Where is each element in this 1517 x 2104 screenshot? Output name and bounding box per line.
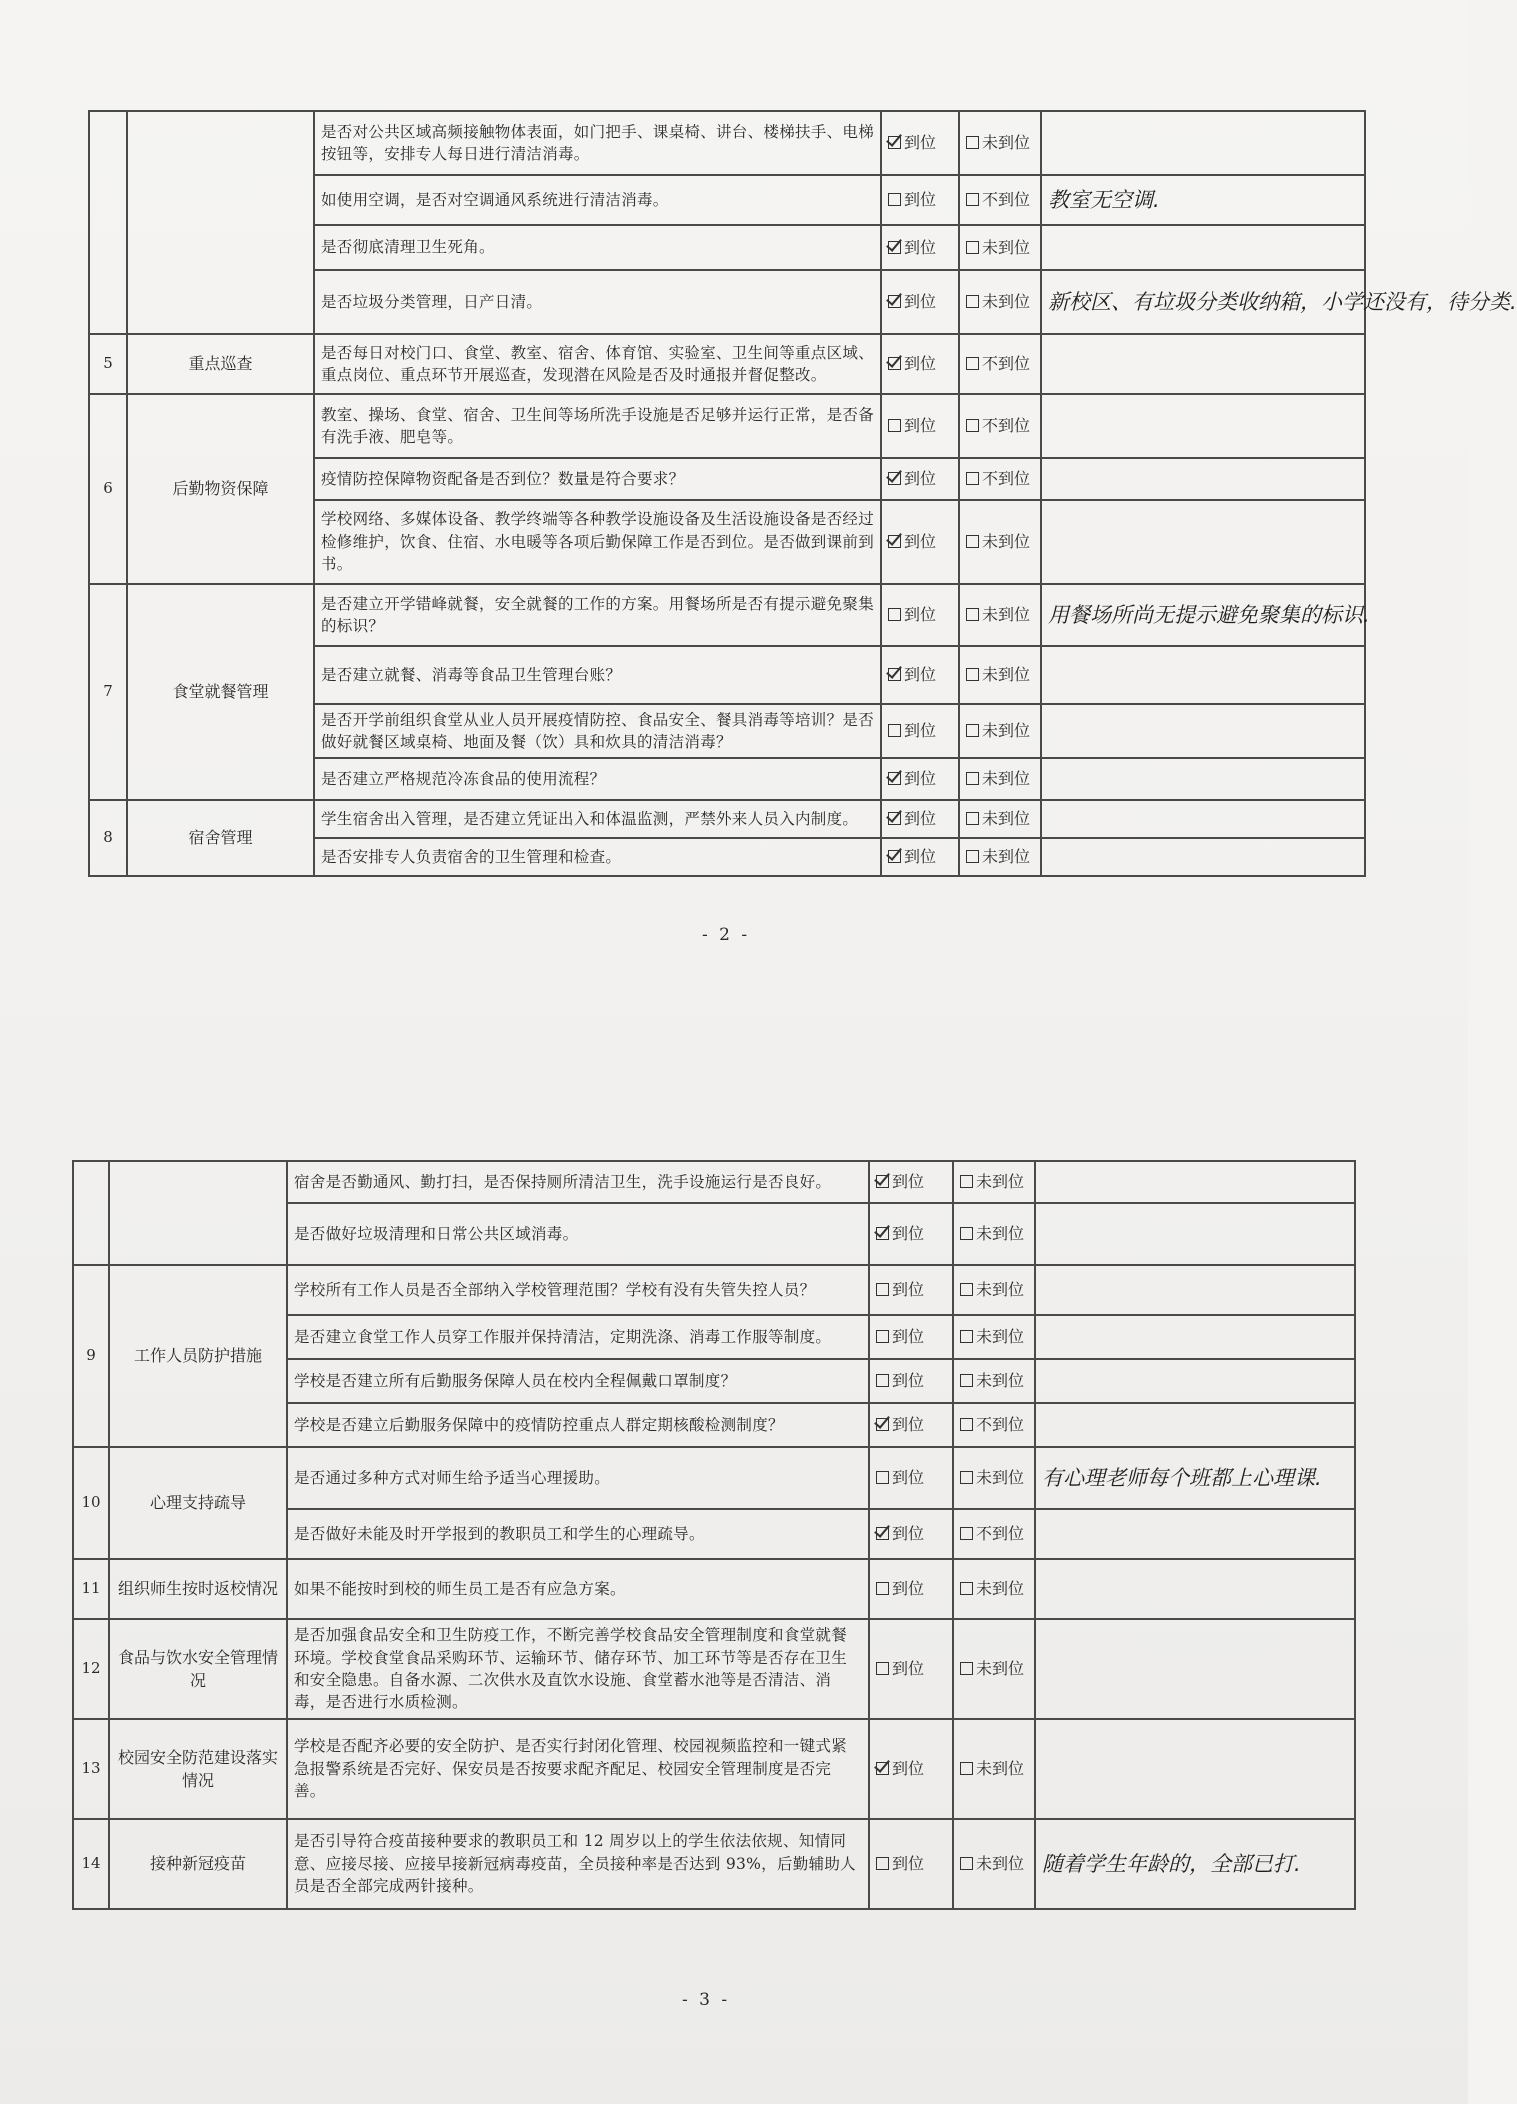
- checklist-table-page3: [72, 1160, 1356, 1910]
- option-label: 到位: [892, 1172, 925, 1192]
- option-reached[interactable]: [869, 1403, 953, 1447]
- item-number: 5: [89, 334, 127, 394]
- checkbox-icon[interactable]: [888, 608, 901, 621]
- option-reached[interactable]: [881, 800, 959, 838]
- item-number: 6: [89, 394, 127, 584]
- handwritten-remark: [1035, 1315, 1355, 1359]
- option-label: 未到位: [982, 237, 1031, 257]
- option-not-reached[interactable]: [959, 225, 1041, 270]
- table-row: [73, 1265, 1355, 1315]
- option-label: 未到位: [976, 1759, 1025, 1779]
- item-category: 重点巡查: [127, 334, 314, 394]
- checkbox-icon[interactable]: [960, 1582, 973, 1595]
- option-not-reached[interactable]: [959, 500, 1041, 584]
- option-not-reached[interactable]: [953, 1315, 1035, 1359]
- checkbox-icon[interactable]: [876, 1662, 889, 1675]
- inspection-question: 宿舍是否勤通风、勤打扫，是否保持厕所清洁卫生，洗手设施运行是否良好。: [287, 1161, 869, 1203]
- option-label: 未到位: [976, 1280, 1025, 1300]
- handwritten-remark: [1041, 704, 1365, 758]
- handwritten-remark: [1035, 1509, 1355, 1559]
- checkbox-icon[interactable]: [888, 812, 901, 825]
- table-row: [89, 584, 1365, 646]
- checkbox-icon[interactable]: [966, 419, 979, 432]
- checkbox-icon[interactable]: [876, 1330, 889, 1343]
- inspection-question: 学校所有工作人员是否全部纳入学校管理范围？学校有没有失管失控人员？: [287, 1265, 869, 1315]
- checkbox-icon[interactable]: [876, 1857, 889, 1870]
- handwritten-remark: [1035, 1359, 1355, 1403]
- option-reached[interactable]: [881, 500, 959, 584]
- option-label: 未到位: [976, 1371, 1025, 1391]
- option-reached[interactable]: [869, 1559, 953, 1619]
- item-number: 7: [89, 584, 127, 800]
- option-label: 到位: [904, 190, 937, 210]
- option-label: 未到位: [982, 292, 1031, 312]
- option-not-reached[interactable]: [959, 646, 1041, 704]
- table-row: [73, 1161, 1355, 1203]
- handwritten-remark: [1041, 394, 1365, 458]
- item-category: 宿舍管理: [127, 800, 314, 876]
- checkbox-icon[interactable]: [966, 724, 979, 737]
- table-row: [73, 1447, 1355, 1509]
- option-reached[interactable]: [881, 225, 959, 270]
- handwritten-remark: 随着学生年龄的，全部已打.: [1035, 1819, 1355, 1909]
- inspection-question: 教室、操场、食堂、宿舍、卫生间等场所洗手设施是否足够并运行正常，是否备有洗手液、肥皂等。: [314, 394, 881, 458]
- inspection-question: 是否垃圾分类管理，日产日清。: [314, 270, 881, 334]
- checkbox-icon[interactable]: [966, 295, 979, 308]
- page-number: - 2 -: [702, 925, 751, 945]
- option-label: 到位: [904, 292, 937, 312]
- option-label: 到位: [892, 1415, 925, 1435]
- option-not-reached[interactable]: [959, 458, 1041, 500]
- item-number: 12: [73, 1619, 109, 1719]
- checkbox-icon[interactable]: [960, 1762, 973, 1775]
- option-label: 未到位: [976, 1659, 1025, 1679]
- option-reached[interactable]: [881, 394, 959, 458]
- checkbox-icon[interactable]: [888, 668, 901, 681]
- option-label: 到位: [892, 1468, 925, 1488]
- item-category: 校园安全防范建设落实情况: [109, 1719, 287, 1819]
- option-label: 到位: [892, 1759, 925, 1779]
- item-number: 14: [73, 1819, 109, 1909]
- option-not-reached[interactable]: [959, 838, 1041, 876]
- option-label: 不到位: [982, 416, 1031, 436]
- option-label: 到位: [892, 1371, 925, 1391]
- handwritten-remark: 用餐场所尚无提示避免聚集的标识.: [1041, 584, 1365, 646]
- checkbox-icon[interactable]: [960, 1283, 973, 1296]
- option-label: 未到位: [982, 769, 1031, 789]
- item-category: 食堂就餐管理: [127, 584, 314, 800]
- checkbox-icon[interactable]: [888, 772, 901, 785]
- item-number: 8: [89, 800, 127, 876]
- option-reached[interactable]: [869, 1819, 953, 1909]
- item-category: 组织师生按时返校情况: [109, 1559, 287, 1619]
- option-label: 未到位: [982, 847, 1031, 867]
- option-label: 未到位: [982, 665, 1031, 685]
- option-not-reached[interactable]: [959, 584, 1041, 646]
- option-reached[interactable]: [869, 1619, 953, 1719]
- checkbox-icon[interactable]: [960, 1175, 973, 1188]
- item-number: [89, 111, 127, 334]
- checkbox-icon[interactable]: [960, 1527, 973, 1540]
- handwritten-remark: [1041, 458, 1365, 500]
- table-row: [73, 1559, 1355, 1619]
- checkbox-icon[interactable]: [966, 472, 979, 485]
- option-label: 不到位: [982, 469, 1031, 489]
- inspection-question: 是否对公共区域高频接触物体表面，如门把手、课桌椅、讲台、楼梯扶手、电梯按钮等，安排专人每日进行清洁消毒。: [314, 111, 881, 175]
- checkbox-icon[interactable]: [960, 1374, 973, 1387]
- checkbox-icon[interactable]: [966, 241, 979, 254]
- table-row: [89, 800, 1365, 838]
- checkbox-icon[interactable]: [876, 1374, 889, 1387]
- option-not-reached[interactable]: [953, 1719, 1035, 1819]
- handwritten-remark: [1035, 1559, 1355, 1619]
- checkbox-icon[interactable]: [960, 1857, 973, 1870]
- checkbox-icon[interactable]: [966, 136, 979, 149]
- option-reached[interactable]: [881, 458, 959, 500]
- inspection-question: 学校网络、多媒体设备、教学终端等各种教学设施设备及生活设施设备是否经过检修维护，饮食、住宿、水电暖等各项后勤保障工作是否到位。是否做到课前到书。: [314, 500, 881, 584]
- item-category: 食品与饮水安全管理情况: [109, 1619, 287, 1719]
- option-reached[interactable]: [869, 1265, 953, 1315]
- handwritten-remark: 新校区、有垃圾分类收纳箱，小学还没有，待分类.: [1041, 270, 1365, 334]
- option-label: 到位: [904, 809, 937, 829]
- item-category: [127, 111, 314, 334]
- option-not-reached[interactable]: [959, 175, 1041, 225]
- option-reached[interactable]: [881, 704, 959, 758]
- checkbox-icon[interactable]: [888, 241, 901, 254]
- inspection-question: 是否做好未能及时开学报到的教职员工和学生的心理疏导。: [287, 1509, 869, 1559]
- checkbox-icon[interactable]: [876, 1175, 889, 1188]
- option-reached[interactable]: [869, 1509, 953, 1559]
- option-label: 到位: [892, 1854, 925, 1874]
- option-not-reached[interactable]: [959, 800, 1041, 838]
- option-label: 到位: [904, 665, 937, 685]
- option-label: 未到位: [976, 1327, 1025, 1347]
- table-row: [73, 1719, 1355, 1819]
- item-category: 接种新冠疫苗: [109, 1819, 287, 1909]
- option-label: 不到位: [982, 354, 1031, 374]
- checkbox-icon[interactable]: [966, 608, 979, 621]
- checkbox-icon[interactable]: [960, 1330, 973, 1343]
- checkbox-icon[interactable]: [966, 535, 979, 548]
- checkbox-icon[interactable]: [888, 535, 901, 548]
- checkbox-icon[interactable]: [876, 1527, 889, 1540]
- option-not-reached[interactable]: [953, 1509, 1035, 1559]
- option-label: 到位: [892, 1579, 925, 1599]
- item-category: 后勤物资保障: [127, 394, 314, 584]
- option-label: 未到位: [982, 721, 1031, 741]
- option-not-reached[interactable]: [953, 1203, 1035, 1265]
- inspection-question: 是否加强食品安全和卫生防疫工作，不断完善学校食品安全管理制度和食堂就餐环境。学校食堂食品采购环节、运输环节、储存环节、加工环节等是否存在卫生和安全隐患。自备水源、二次供水及直饮水设施、食堂蓄水池等是否清洁、消毒，是否进行水质检测。: [287, 1619, 869, 1719]
- option-not-reached[interactable]: [959, 270, 1041, 334]
- inspection-question: 学校是否配齐必要的安全防护、是否实行封闭化管理、校园视频监控和一键式紧急报警系统是否完好、保安员是否按要求配齐配足、校园安全管理制度是否完善。: [287, 1719, 869, 1819]
- handwritten-remark: [1041, 758, 1365, 800]
- checklist-table-page2: [88, 110, 1517, 877]
- item-number: 11: [73, 1559, 109, 1619]
- inspection-question: 是否每日对校门口、食堂、教室、宿舍、体育馆、实验室、卫生间等重点区域、重点岗位、重点环节开展巡查，发现潜在风险是否及时通报并督促整改。: [314, 334, 881, 394]
- checkbox-icon[interactable]: [876, 1283, 889, 1296]
- inspection-question: 疫情防控保障物资配备是否到位？数量是符合要求？: [314, 458, 881, 500]
- checkbox-icon[interactable]: [966, 193, 979, 206]
- option-reached[interactable]: [881, 334, 959, 394]
- option-label: 未到位: [982, 605, 1031, 625]
- option-label: 到位: [892, 1327, 925, 1347]
- option-reached[interactable]: [869, 1719, 953, 1819]
- option-label: 到位: [904, 469, 937, 489]
- inspection-question: 学生宿舍出入管理，是否建立凭证出入和体温监测，严禁外来人员入内制度。: [314, 800, 881, 838]
- handwritten-remark: [1041, 111, 1365, 175]
- option-label: 未到位: [976, 1224, 1025, 1244]
- option-label: 未到位: [982, 133, 1031, 153]
- table-row: [73, 1819, 1355, 1909]
- option-label: 不到位: [976, 1415, 1025, 1435]
- option-label: 到位: [904, 133, 937, 153]
- checkbox-icon[interactable]: [876, 1582, 889, 1595]
- table-row: [89, 394, 1365, 458]
- option-reached[interactable]: [869, 1447, 953, 1509]
- option-reached[interactable]: [869, 1161, 953, 1203]
- handwritten-remark: 有心理老师每个班都上心理课.: [1035, 1447, 1355, 1509]
- option-reached[interactable]: [869, 1203, 953, 1265]
- option-not-reached[interactable]: [959, 334, 1041, 394]
- item-category: 心理支持疏导: [109, 1447, 287, 1559]
- inspection-question: 是否通过多种方式对师生给予适当心理援助。: [287, 1447, 869, 1509]
- option-label: 未到位: [982, 532, 1031, 552]
- option-label: 到位: [904, 605, 937, 625]
- option-reached[interactable]: [881, 758, 959, 800]
- page-number: - 3 -: [682, 1990, 731, 2010]
- inspection-question: 是否开学前组织食堂从业人员开展疫情防控、食品安全、餐具消毒等培训？是否做好就餐区域桌椅、地面及餐（饮）具和炊具的清洁消毒？: [314, 704, 881, 758]
- option-label: 未到位: [976, 1468, 1025, 1488]
- checkbox-icon[interactable]: [960, 1227, 973, 1240]
- option-label: 到位: [904, 237, 937, 257]
- option-reached[interactable]: [881, 111, 959, 175]
- checkbox-icon[interactable]: [888, 136, 901, 149]
- option-label: 到位: [892, 1224, 925, 1244]
- option-reached[interactable]: [881, 838, 959, 876]
- table-row: [89, 111, 1365, 175]
- inspection-question: 如果不能按时到校的师生员工是否有应急方案。: [287, 1559, 869, 1619]
- option-not-reached[interactable]: [953, 1619, 1035, 1719]
- handwritten-remark: [1035, 1161, 1355, 1203]
- checkbox-icon[interactable]: [966, 357, 979, 370]
- option-reached[interactable]: [881, 584, 959, 646]
- checkbox-icon[interactable]: [888, 850, 901, 863]
- table-row: [73, 1619, 1355, 1719]
- option-reached[interactable]: [869, 1315, 953, 1359]
- checkbox-icon[interactable]: [966, 668, 979, 681]
- option-label: 未到位: [976, 1172, 1025, 1192]
- inspection-question: 是否安排专人负责宿舍的卫生管理和检查。: [314, 838, 881, 876]
- checkbox-icon[interactable]: [966, 812, 979, 825]
- checkbox-icon[interactable]: [888, 193, 901, 206]
- checkbox-icon[interactable]: [966, 772, 979, 785]
- option-label: 到位: [904, 769, 937, 789]
- inspection-question: 是否彻底清理卫生死角。: [314, 225, 881, 270]
- item-number: 9: [73, 1265, 109, 1447]
- option-not-reached[interactable]: [959, 111, 1041, 175]
- option-label: 到位: [904, 416, 937, 436]
- handwritten-remark: [1035, 1203, 1355, 1265]
- handwritten-remark: 教室无空调.: [1041, 175, 1365, 225]
- option-reached[interactable]: [881, 175, 959, 225]
- handwritten-remark: [1035, 1719, 1355, 1819]
- checkbox-icon[interactable]: [888, 295, 901, 308]
- option-not-reached[interactable]: [959, 758, 1041, 800]
- handwritten-remark: [1035, 1265, 1355, 1315]
- inspection-question: 是否建立开学错峰就餐，安全就餐的工作的方案。用餐场所是否有提示避免聚集的标识？: [314, 584, 881, 646]
- handwritten-remark: [1041, 334, 1365, 394]
- checkbox-icon[interactable]: [960, 1662, 973, 1675]
- inspection-question: 是否做好垃圾清理和日常公共区域消毒。: [287, 1203, 869, 1265]
- checkbox-icon[interactable]: [960, 1418, 973, 1431]
- option-label: 到位: [904, 847, 937, 867]
- option-label: 未到位: [982, 809, 1031, 829]
- handwritten-remark: [1041, 646, 1365, 704]
- option-reached[interactable]: [881, 646, 959, 704]
- inspection-question: 是否建立就餐、消毒等食品卫生管理台账？: [314, 646, 881, 704]
- option-not-reached[interactable]: [959, 394, 1041, 458]
- option-not-reached[interactable]: [959, 704, 1041, 758]
- option-label: 到位: [892, 1524, 925, 1544]
- option-not-reached[interactable]: [953, 1161, 1035, 1203]
- item-number: 13: [73, 1719, 109, 1819]
- option-not-reached[interactable]: [953, 1265, 1035, 1315]
- option-not-reached[interactable]: [953, 1403, 1035, 1447]
- checkbox-icon[interactable]: [888, 472, 901, 485]
- inspection-question: 是否建立严格规范冷冻食品的使用流程？: [314, 758, 881, 800]
- checkbox-icon[interactable]: [888, 724, 901, 737]
- option-reached[interactable]: [881, 270, 959, 334]
- handwritten-remark: [1041, 838, 1365, 876]
- option-label: 到位: [904, 721, 937, 741]
- option-label: 到位: [892, 1280, 925, 1300]
- inspection-question: 学校是否建立所有后勤服务保障人员在校内全程佩戴口罩制度？: [287, 1359, 869, 1403]
- option-not-reached[interactable]: [953, 1447, 1035, 1509]
- option-label: 到位: [892, 1659, 925, 1679]
- item-number: 10: [73, 1447, 109, 1559]
- checkbox-icon[interactable]: [876, 1418, 889, 1431]
- option-not-reached[interactable]: [953, 1819, 1035, 1909]
- table-row: [89, 334, 1365, 394]
- handwritten-remark: [1035, 1619, 1355, 1719]
- checkbox-icon[interactable]: [888, 419, 901, 432]
- checkbox-icon[interactable]: [960, 1471, 973, 1484]
- option-reached[interactable]: [869, 1359, 953, 1403]
- inspection-question: 如使用空调，是否对空调通风系统进行清洁消毒。: [314, 175, 881, 225]
- inspection-question: 学校是否建立后勤服务保障中的疫情防控重点人群定期核酸检测制度？: [287, 1403, 869, 1447]
- option-label: 不到位: [976, 1524, 1025, 1544]
- checkbox-icon[interactable]: [888, 357, 901, 370]
- inspection-question: 是否建立食堂工作人员穿工作服并保持清洁，定期洗涤、消毒工作服等制度。: [287, 1315, 869, 1359]
- item-category: 工作人员防护措施: [109, 1265, 287, 1447]
- option-not-reached[interactable]: [953, 1559, 1035, 1619]
- checkbox-icon[interactable]: [876, 1471, 889, 1484]
- handwritten-remark: [1041, 500, 1365, 584]
- item-number: [73, 1161, 109, 1265]
- handwritten-remark: [1041, 800, 1365, 838]
- option-label: 到位: [904, 532, 937, 552]
- checkbox-icon[interactable]: [876, 1227, 889, 1240]
- option-not-reached[interactable]: [953, 1359, 1035, 1403]
- option-label: 未到位: [976, 1579, 1025, 1599]
- option-label: 未到位: [976, 1854, 1025, 1874]
- handwritten-remark: [1035, 1403, 1355, 1447]
- item-category: [109, 1161, 287, 1265]
- checkbox-icon[interactable]: [876, 1762, 889, 1775]
- option-label: 不到位: [982, 190, 1031, 210]
- option-label: 到位: [904, 354, 937, 374]
- checkbox-icon[interactable]: [966, 850, 979, 863]
- handwritten-remark: [1041, 225, 1365, 270]
- inspection-question: 是否引导符合疫苗接种要求的教职员工和 12 周岁以上的学生依法依规、知情同意、应接尽接、应接早接新冠病毒疫苗，全员接种率是否达到 93%，后勤辅助人员是否全部完成两针接种。: [287, 1819, 869, 1909]
